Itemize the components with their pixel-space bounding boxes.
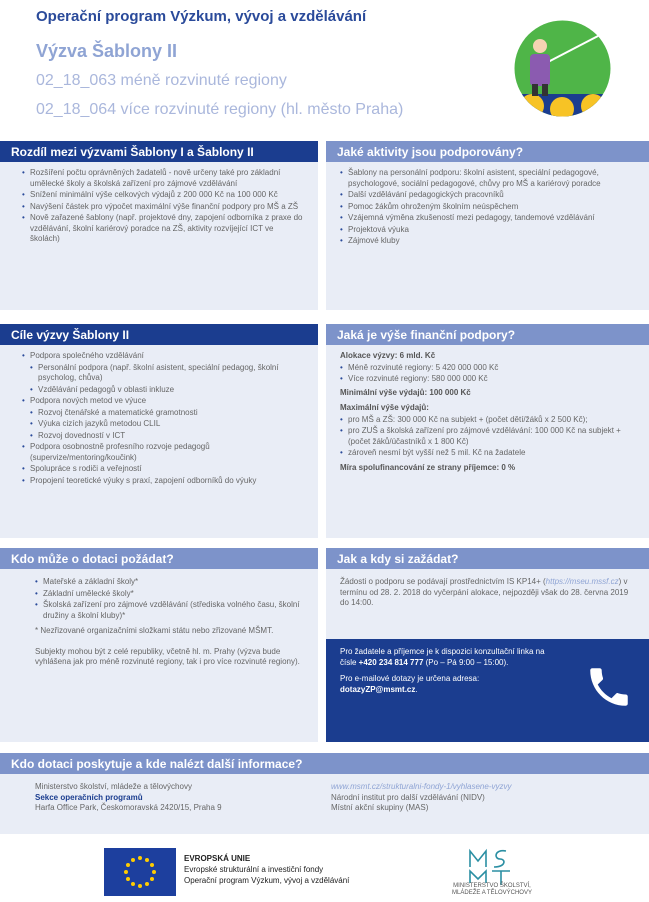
msmt-text <box>442 883 542 897</box>
difference-item: • Nově zařazené šablony (např. projektové dny, zapojení odborníka z praxe do vzdělávání, školní kariérový poradce na ZŠ, aktivity rozvíjející ICT ve školách) <box>22 213 304 245</box>
funding-panel <box>326 345 649 538</box>
region-more-developed: 02_18_064 více rozvinuté regiony (hl. město Praha) <box>36 101 404 118</box>
maximum-expenses-item: • pro ZUŠ a školská zařízení pro zájmové vzdělávání: 100 000 Kč na subjekt + (počet žáků/účastníků x 1 800 Kč) <box>340 426 631 447</box>
region-less-developed: 02_18_063 méně rozvinuté regiony <box>36 72 287 89</box>
eu-funds-label: Evropské strukturální a investiční fondy <box>184 864 324 874</box>
difference-item: • Navýšení částek pro výpočet maximální výše finanční podpory pro MŠ a ZŠ <box>22 202 304 213</box>
eu-text <box>184 854 349 886</box>
op-label: Operační program Výzkum, vývoj a vzdělávání <box>184 875 350 885</box>
differences-panel <box>0 162 318 310</box>
info-link[interactable]: www.msmt.cz/strukturalni-fondy-1/vyhlasene-vyzvy <box>331 782 512 791</box>
activity-item: • Vzájemná výměna zkušeností mezi pedagogy, tandemové vzdělávání <box>340 213 631 224</box>
ministry-section: Sekce operačních programů <box>35 792 143 802</box>
goal-item: • Spolupráce s rodiči a veřejností <box>22 464 304 475</box>
applicant-footnote: * Nezřizované organizačními složkami státu nebo zřizované MŠMT. <box>35 626 274 636</box>
goals-header: Cíle výzvy Šablony II <box>0 324 318 345</box>
maximum-expenses-item: • zároveň nesmí být vyšší než 5 mil. Kč na žadatele <box>340 448 631 459</box>
how-panel <box>326 569 649 639</box>
how-text: Žádosti o podporu se podávají prostřednictvím IS KP14+ (https://mseu.mssf.cz) v termínu od 28. 2. 2018 do vyčerpání alokace, nejpozději však do 28. června 2019 do 14:00. <box>340 577 629 608</box>
phone-icon <box>584 662 634 712</box>
call-title: Výzva Šablony II <box>36 41 178 61</box>
differences-header: Rozdíl mezi výzvami Šablony I a Šablony II <box>0 141 318 162</box>
maximum-expenses-label: Maximální výše výdajů: <box>340 403 429 413</box>
activity-item: • Další vzdělávání pedagogických pracovníků <box>340 190 631 201</box>
activity-item: • Zájmové kluby <box>340 236 631 247</box>
funding-header: Jaká je výše finanční podpory? <box>326 324 649 345</box>
applicant-item: • Mateřské a základní školy* <box>35 577 304 588</box>
goal-subitem: • Rozvoj čtenářské a matematické gramotnosti <box>30 408 304 419</box>
provider-panel <box>0 774 649 834</box>
email-address[interactable]: dotazyZP@msmt.cz <box>340 684 416 694</box>
email-text: Pro e-mailové dotazy je určena adresa: dotazyZP@msmt.cz. <box>340 674 480 694</box>
maximum-expenses-item: • pro MŠ a ZŠ: 300 000 Kč na subjekt + (počet dětí/žáků x 2 500 Kč); <box>340 415 631 426</box>
goal-subitem: • Výuka cizích jazyků metodou CLIL <box>30 419 304 430</box>
eu-flag-icon <box>104 848 176 896</box>
goals-panel <box>0 345 318 538</box>
applicant-item: • Školská zařízení pro zájmové vzdělávání (střediska volného času, školní družiny a školní kluby)* <box>35 600 304 621</box>
difference-item: • Snížení minimální výše celkových výdajů z 200 000 Kč na 100 000 Kč <box>22 190 304 201</box>
activity-item: • Projektová výuka <box>340 225 631 236</box>
difference-item: • Rozšíření počtu oprávněných žadatelů - nově určeny také pro základní umělecké školy a školská zařízení pro zájmové vzdělávání <box>22 168 304 189</box>
who-header: Kdo může o dotaci požádat? <box>0 548 318 569</box>
goal-item: • Podpora nových metod ve výuce <box>22 396 304 407</box>
goal-subitem: • Rozvoj dovedností v ICT <box>30 431 304 442</box>
phone-number[interactable]: +420 234 814 777 <box>358 657 424 667</box>
msmt-line-2: MLÁDEŽE A TĚLOVÝCHOVY <box>452 890 532 897</box>
msmt-logo-icon <box>466 847 514 887</box>
application-link[interactable]: https://mseu.mssf.cz <box>545 577 619 586</box>
goal-subitem: • Personální podpora (např. školní asistent, speciální pedagog, školní psycholog, chůva) <box>30 363 304 384</box>
eu-label: EVROPSKÁ UNIE <box>184 854 251 863</box>
minimum-expenses: Minimální výše výdajů: 100 000 Kč <box>340 387 471 397</box>
applicant-item: • Základní umělecké školy* <box>35 589 304 600</box>
allocation-label: Alokace výzvy: 6 mld. Kč <box>340 351 436 360</box>
activity-item: • Pomoc žákům ohroženým školním neúspěchem <box>340 202 631 213</box>
allocation-item: • Více rozvinuté regiony: 580 000 000 Kč <box>340 374 631 385</box>
allocation-item: • Méně rozvinuté regiony: 5 420 000 000 Kč <box>340 363 631 374</box>
ministry-address: Harfa Office Park, Českomoravská 2420/15, Praha 9 <box>35 803 222 813</box>
goal-item: • Podpora společného vzdělávání <box>22 351 304 362</box>
mas-name: Místní akční skupiny (MAS) <box>331 803 429 813</box>
ministry-name: Ministerstvo školství, mládeže a tělovýchovy <box>35 782 192 791</box>
activities-header: Jaké aktivity jsou podporovány? <box>326 141 649 162</box>
goal-item: • Propojení teoretické výuky s praxí, zapojení odborníků do výuky <box>22 476 304 487</box>
hotline-text: Pro žadatele a příjemce je k dispozici konzultační linka na čísle +420 234 814 777 (Po – Pá 9:00 – 15:00). <box>340 647 545 667</box>
goal-item: • Podpora osobnostně profesního rozvoje pedagogů (supervize/mentoring/koučink) <box>22 442 304 463</box>
applicant-note: Subjekty mohou být z celé republiky, včetně hl. m. Prahy (výzva bude vyhlášena jak pro méně rozvinuté regiony, tak i pro více rozvinuté regiony). <box>35 646 300 667</box>
cofinancing-rate: Míra spolufinancování ze strany příjemce: 0 % <box>340 462 516 472</box>
nidv-name: Národní institut pro další vzdělávání (NIDV) <box>331 792 485 802</box>
who-panel <box>0 569 318 742</box>
program-title: Operační program Výzkum, vývoj a vzdělávání <box>36 8 367 25</box>
how-header: Jak a kdy si zažádat? <box>326 548 649 569</box>
activity-item: • Šablony na personální podporu: školní asistent, speciální pedagogové, psychologové, sociální pedagogové, chůvy pro MŠ a kariérový poradce <box>340 168 631 189</box>
provider-header: Kdo dotaci poskytuje a kde nalézt další informace? <box>0 753 649 774</box>
msmt-line-1: MINISTERSTVO ŠKOLSTVÍ, <box>453 883 531 889</box>
activities-panel <box>326 162 649 310</box>
goal-subitem: • Vzdělávání pedagogů v oblasti inkluze <box>30 385 304 396</box>
teacher-badge-icon <box>514 20 611 117</box>
